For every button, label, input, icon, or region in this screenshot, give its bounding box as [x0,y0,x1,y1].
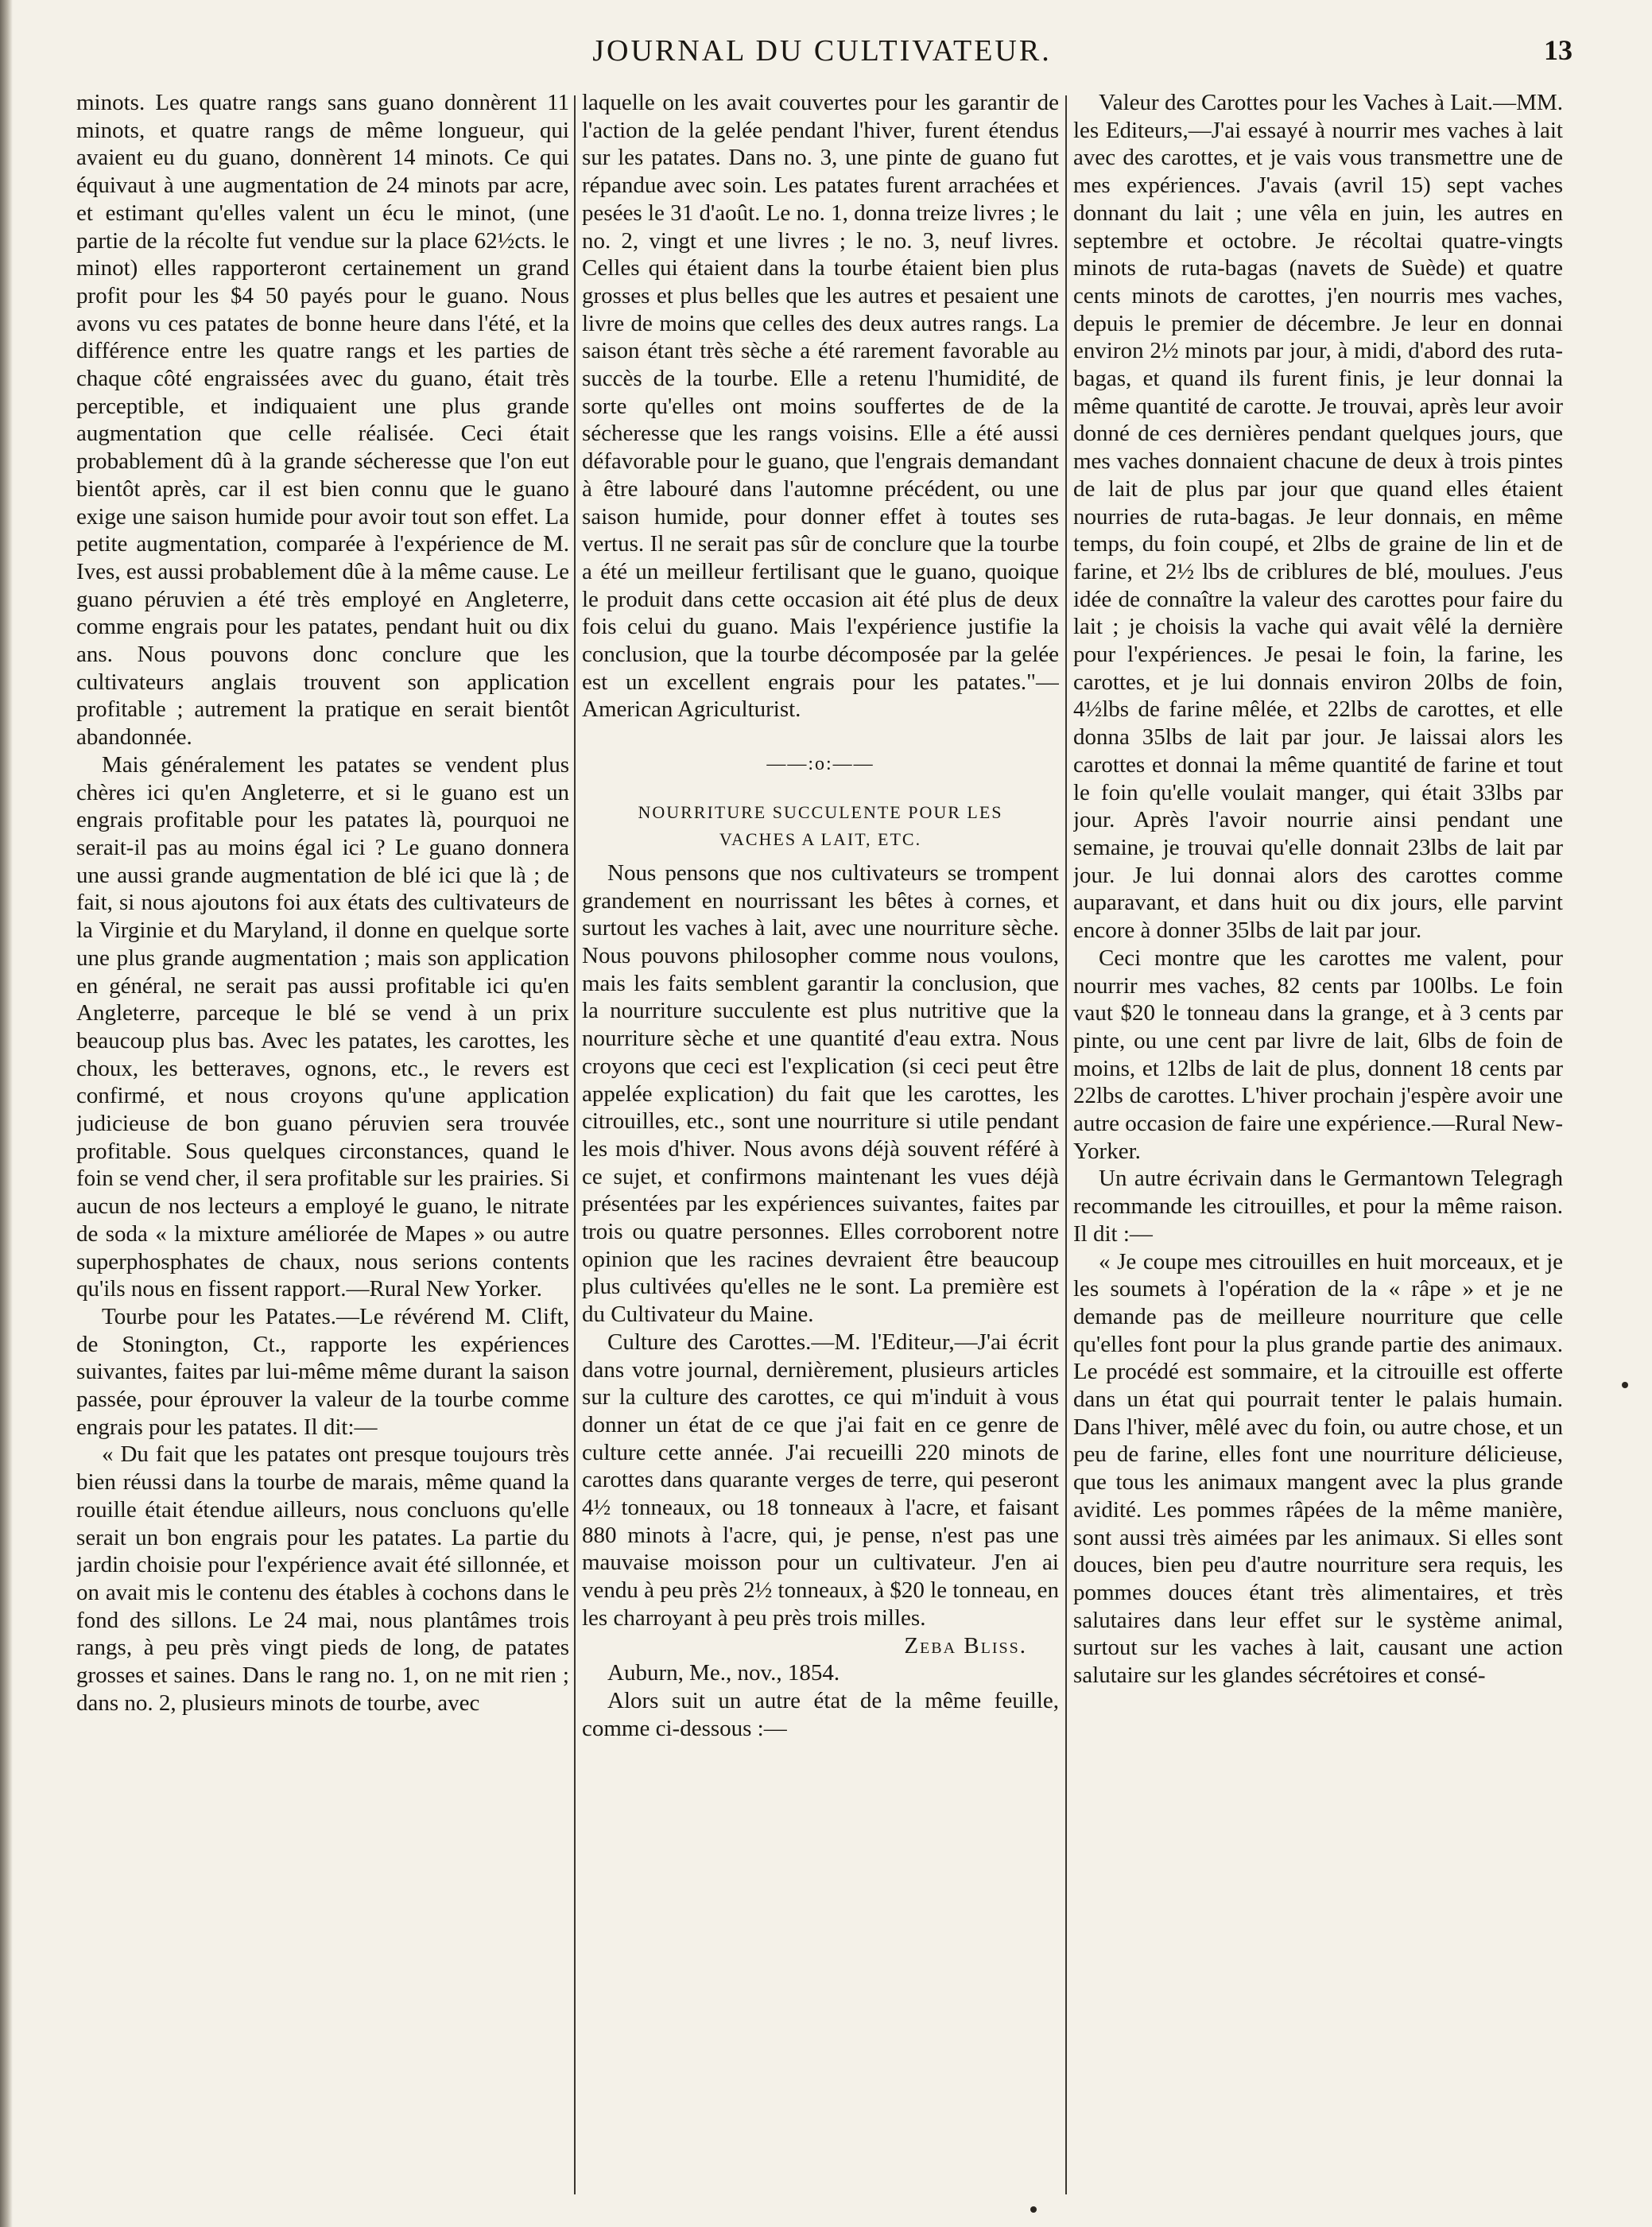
section-heading [582,799,1059,853]
margin-mark [1030,2206,1037,2213]
paragraph: Nous pensons que nos cultivateurs se trompent grandement en nourrissant les bêtes à cornes, et surtout les vaches à lait, avec une nourriture sèche. Nous pouvons philosopher comme nous voulons, mais les faits semblent garantir la conclusion, que la nourriture succulente est plus nutritive que la nourriture sèche et une quantité d'eau extra. Nous croyons que ceci est l'explication (si ceci peut être appelée explication) du fait que les carottes, les citrouilles, etc., sont une nourriture si utile pendant les mois d'hiver. Nous avons déjà souvent référé à ce sujet, et confirmons maintenant les vues déjà présentées par les expériences suivantes, faites par trois ou quatre personnes. Elles corroborent notre opinion que les racines devraient être beaucoup plus cultivées qu'elles ne le sont. La première est du Cultivateur du Maine. [582,859,1059,1328]
heading-line: VACHES A LAIT, ETC. [719,828,922,849]
paragraph: Tourbe pour les Patates.—Le révérend M. Clift, de Stonington, Ct., rapporte les expériences suivantes, faites par lui-même même durant la saison passée, pour éprouver la valeur de la tourbe comme engrais pour les patates. Il dit:— [76,1303,569,1440]
margin-mark [1622,1382,1628,1388]
paragraph: Un autre écrivain dans le Germantown Telegragh recommande les citrouilles, et pour la même raison. Il dit :— [1073,1166,1563,1247]
paragraph: laquelle on les avait couvertes pour les garantir de l'action de la gelée pendant l'hiver, furent étendus sur les patates. Dans no. 3, une pinte de guano fut répandue avec soin. Les patates furent arrachées et pesées le 31 d'août. Le no. 1, donna treize livres ; le no. 2, vingt et une livres ; le no. 3, neuf livres. Celles qui étaient dans la tourbe étaient bien plus grosses et plus belles que les autres et pesaient une livre de moins que celles des deux autres rangs. La saison étant très sèche a été rarement favorable au succès de la tourbe. Elle a retenu l'humidité, de sorte qu'elles ont moins souffertes de de la sécheresse que les rangs voisins. Elle a été aussi défavorable pour le guano, que l'engrais demandant à être labouré dans l'automne précédent, ou une saison humide, pour donner effet à toutes ses vertus. Il ne serait pas sûr de conclure que la tourbe a été un meilleur fertilisant que le guano, quoique le produit dans cette occasion ait été plus de deux fois celui du guano. Mais l'expérience justifie la conclusion, que la tourbe décomposée par la gelée est un excellent engrais pour les patates."—American Agriculturist. [582,90,1059,723]
paragraph: « Du fait que les patates ont presque toujours très bien réussi dans la tourbe de marais, même quand la rouille était étendue ailleurs, nous concluons qu'elle serait un bon engrais pour les patates. La partie du jardin choisie pour l'expérience avait été sillonnée, et on avait mis le contenu des étables à cochons dans le fond des sillons. Le 24 mai, nous plantâmes trois rangs, à peu près vingt pieds de long, de patates grosses et saines. Dans le rang no. 1, on ne mit rien ; dans no. 2, plusieurs minots de tourbe, avec [76,1441,569,1716]
heading-line: NOURRITURE SUCCULENTE POUR LES [638,801,1003,822]
column-1 [76,89,569,2204]
paragraph: Mais généralement les patates se vendent plus chères ici qu'en Angleterre, et si le guano est un engrais profitable pour les patates là, pourquoi ne serait-il pas au moins égal ici ? Le guano donnera une aussi grande augmentation de blé ici que là ; de fait, si nous ajoutons foi aux états des cultivateurs de la Virginie et du Maryland, il donne en quelque sorte une plus grande augmentation ; mais son application en général, ne serait pas aussi profitable ici qu'en Angleterre, parceque le blé se vend à un prix beaucoup plus bas. Avec les patates, les carottes, les choux, les betteraves, ognons, etc., le revers est confirmé, et nous croyons qu'une application judicieuse de bon guano péruvien sera trouvée profitable. Sous quelques circonstances, quand le foin se vend cher, il sera profitable sur les prairies. Si aucun de nos lecteurs a employé le guano, le nitrate de soda « la mixture améliorée de Mapes » ou autre superphosphates de chaux, nous serions contents qu'ils nous en fissent rapport.—Rural New Yorker. [76,751,569,1302]
dateline: Auburn, Me., nov., 1854. [607,1660,840,1686]
paragraph: minots. Les quatre rangs sans guano donnèrent 11 minots, et quatre rangs de même longueur, qui avaient eu du guano, donnèrent 14 minots. Ce qui équivaut à une augmentation de 24 minots par acre, et estimant qu'elles valent un écu le minot, (une partie de la récolte fut vendue sur la place 62½cts. le minot) elles rapporteront certainement un grand profit pour les $4 50 payés pour le guano. Nous avons vu ces patates de bonne heure dans l'été, et la différence entre les quatre rangs et les parties de chaque côté engraissées avec du guano, était très perceptible, et indiquaient une plus grande augmentation que celle réalisée. Ceci était probablement dû à la grande sécheresse que l'on eut bientôt après, car il est bien connu que le guano exige une saison humide pour avoir tout son effet. La petite augmentation, comparée à l'expérience de M. Ives, est aussi probablement dûe à la même cause. Le guano péruvien a été très employé en Angleterre, comme engrais pour les patates, pendant huit ou dix ans. Nous pouvons donc conclure que les cultivateurs anglais trouvent son application profitable ; autrement la pratique en serait bientôt abandonnée. [76,90,569,751]
paragraph: Culture des Carottes.—M. l'Editeur,—J'ai écrit dans votre journal, dernièrement, plusieurs articles sur la culture des carottes, ce qui m'induit à vous donner un état de ce que j'ai fait en ce genre de culture cette année. J'ai recueilli 220 minots de carottes dans quarante verges de terre, qui peseront 4½ tonneaux, ou 18 tonneaux à l'acre, et faisant 880 minots à l'acre, qui, je pense, n'est pas une mauvaise moisson pour un cultivateur. J'en ai vendu à peu près 2½ tonneaux, à $20 le tonneau, en les charroyant à peu près trois milles. [582,1329,1059,1631]
paragraph: Valeur des Carottes pour les Vaches à Lait.—MM. les Editeurs,—J'ai essayé à nourrir mes vaches à lait avec des carottes, et je vais vous transmettre une de mes expériences. J'avais (avril 15) sept vaches donnant du lait ; une vêla en juin, les autres en septembre et octobre. Je récoltai quatre-vingts minots de ruta-bagas (navets de Suède) et quatre cents minots de carottes, j'en nourris mes vaches, depuis le premier de décembre. Je leur en donnai environ 2½ minots par jour, à midi, d'abord des ruta-bagas, et quand ils furent finis, je leur donnai la même quantité de carotte. Je trouvai, après leur avoir donné de ces dernières pendant quelques jours, que mes vaches donnaient chacune de deux à trois pintes de lait de plus par jour que quand elles étaient nourries de ruta-bagas. Je leur donnais, en même temps, du foin coupé, et 2lbs de graine de lin et de farine, et 2½ lbs de criblures de blé, moulues. J'eus idée de connaître la valeur des carottes pour faire du lait ; je choisis la vache qui avait vêlé la dernière pour l'expériences. Je pesai le foin, la farine, les carottes, et je lui donnais environ 20lbs de foin, 4½lbs de farine mêlée, et 22lbs de carottes, et elle donna 35lbs de lait par jour. Je laissai alors les carottes et donnai la même quantité de farine et tout le foin qu'elle voulait manger, qui était 33lbs par jour. Après l'avoir nourrie ainsi pendant une semaine, je trouvai qu'elle donnait 23lbs de lait par jour. Je lui donnai alors des carottes comme auparavant, et dans huit ou dix jours, elle parvint encore à donner 35lbs de lait par jour. [1073,90,1563,944]
paragraph: « Je coupe mes citrouilles en huit morceaux, et je les soumets à l'opération de la « râpe » et je ne demande pas de meilleure nourriture que celle qu'elles font pour la plus grande partie des animaux. Le procédé est sommaire, et la citrouille est offerte dans un état qui pourrait tenter le palais humain. Dans l'hiver, mêlé avec du foin, ou autre chose, et un peu de farine, elles font une nourriture délicieuse, que tous les animaux mangent avec la plus grande avidité. Les pommes râpées de la même manière, sont aussi très aimées par les animaux. Si elles sont douces, bien peu d'autre nourriture sera requis, les pommes douces étant très alimentaires, et très salutaires dans leur effet sur le système animal, surtout sur les vaches à lait, causant une action salutaire sur les glandes sécrétoires et consé- [1073,1248,1563,1689]
section-separator: ——:o:—— [766,754,874,775]
article-columns [76,89,1563,2204]
signature: Zeba Bliss. [904,1632,1027,1659]
paragraph: Ceci montre que les carottes me valent, pour nourrir mes vaches, 82 cents par 100lbs. Le foin vaut $20 le tonneau dans la grange, et à 3 cents par pinte, ou une cent par livre de lait, 6lbs de foin de moins, et 12lbs de lait de plus, donnent 18 cents par 22lbs de carottes. L'hiver prochain j'espère avoir une autre occasion de faire une expérience.—Rural New-Yorker. [1073,945,1563,1164]
journal-title: JOURNAL DU CULTIVATEUR. [592,34,1052,68]
paragraph: Alors suit un autre état de la même feuille, comme ci-dessous :— [582,1687,1059,1741]
page-header [72,33,1573,73]
page-number: 13 [1544,34,1573,66]
column-3 [1073,89,1563,2204]
binding-edge [0,0,13,2227]
column-2 [582,89,1059,2204]
